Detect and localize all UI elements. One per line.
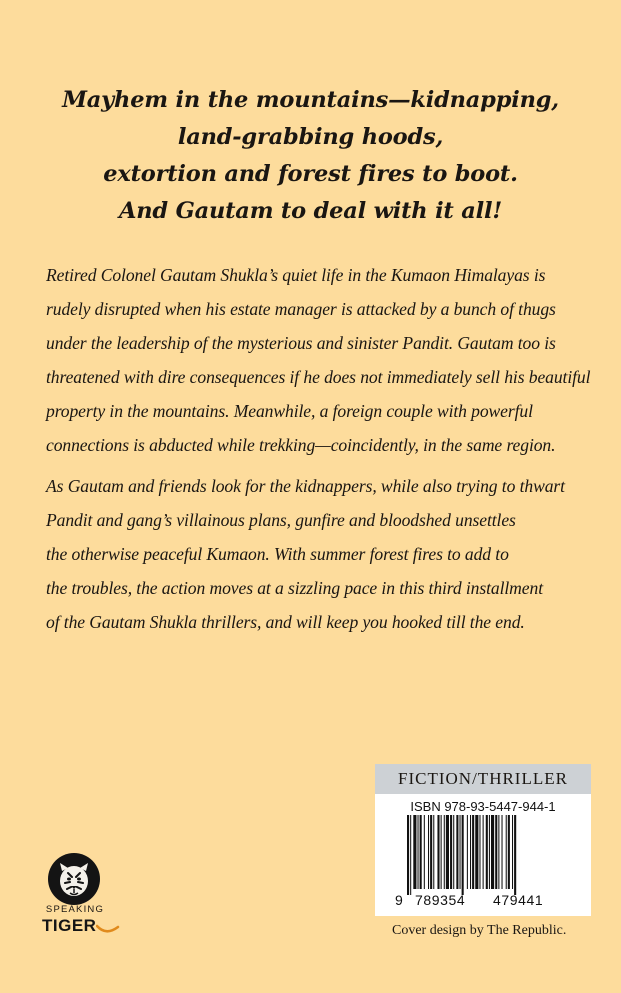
isbn-first-digit: 9 — [395, 892, 404, 908]
barcode-bar — [489, 815, 490, 889]
barcode-bar — [514, 815, 516, 895]
blurb-line: property in the mountains. Meanwhile, a foreign couple with powerful — [46, 401, 533, 421]
barcode-bar — [456, 815, 458, 889]
barcode-bar — [508, 815, 510, 889]
tagline-line: land-grabbing hoods, — [177, 124, 444, 150]
tagline — [0, 82, 621, 230]
barcode-bar — [428, 815, 429, 889]
barcode-bar — [407, 815, 409, 895]
blurb-line: As Gautam and friends look for the kidnappers, while also trying to thwart — [46, 476, 565, 496]
blurb-paragraph-1 — [46, 258, 591, 462]
barcode-bar — [479, 815, 480, 889]
barcode-bar — [433, 815, 434, 889]
barcode-bar — [472, 815, 474, 889]
barcode-bar — [462, 815, 464, 895]
barcode-bar — [453, 815, 454, 889]
barcode-bar — [467, 815, 468, 889]
barcode-bar — [502, 815, 503, 889]
blurb-line: Pandit and gang’s villainous plans, gunfire and bloodshed unsettles — [46, 510, 516, 530]
barcode-bar — [483, 815, 484, 889]
blurb-line: Retired Colonel Gautam Shukla’s quiet life in the Kumaon Himalayas is — [46, 265, 546, 285]
barcode-bar — [475, 815, 478, 889]
blurb-line: of the Gautam Shukla thrillers, and will keep you hooked till the end. — [46, 612, 525, 632]
barcode-bars — [407, 815, 559, 895]
publisher-swoosh-icon — [96, 924, 120, 936]
isbn-left-group: 789354 — [415, 892, 466, 908]
publisher-line-1: SPEAKING — [45, 904, 105, 915]
barcode-bar — [413, 815, 416, 889]
blurb-line: the otherwise peaceful Kumaon. With summer forest fires to add to — [46, 544, 509, 564]
blurb-line: under the leadership of the mysterious and sinister Pandit. Gautam too is — [46, 333, 556, 353]
barcode-bar — [512, 815, 513, 889]
cover-credit: Cover design by The Republic. — [392, 923, 567, 938]
blurb-line: threatened with dire consequences if he does not immediately sell his beautiful — [46, 367, 591, 387]
barcode-bar — [418, 815, 419, 889]
barcode-bar — [441, 815, 442, 889]
barcode-bar — [470, 815, 471, 889]
barcode-bar — [430, 815, 432, 889]
barcode-bar — [486, 815, 488, 889]
genre-label: FICTION/THRILLER — [375, 764, 591, 794]
tagline-line: Mayhem in the mountains—kidnapping, — [62, 87, 559, 113]
barcode-bar — [495, 815, 497, 889]
barcode-bar — [491, 815, 494, 889]
isbn-label: ISBN 978-93-5447-944-1 — [410, 799, 556, 814]
barcode-bar — [450, 815, 452, 889]
barcode-bar — [420, 815, 422, 889]
isbn-right-group: 479441 — [493, 892, 544, 908]
isbn-barcode — [375, 794, 591, 916]
barcode-bar — [506, 815, 507, 889]
publisher-line-2: TIGER — [42, 916, 97, 935]
barcode-bar — [410, 815, 411, 895]
blurb-line: the troubles, the action moves at a sizzling pace in this third installment — [46, 578, 543, 598]
blurb-paragraph-2 — [46, 469, 586, 639]
barcode-bar — [498, 815, 499, 889]
barcode-bar — [444, 815, 445, 889]
barcode-bar — [460, 815, 461, 889]
tagline-line: And Gautam to deal with it all! — [118, 198, 502, 224]
blurb-line: connections is abducted while trekking—coincidently, in the same region. — [46, 435, 556, 455]
blurb-line: rudely disrupted when his estate manager is attacked by a bunch of thugs — [46, 299, 556, 319]
tagline-line: extortion and forest fires to boot. — [103, 161, 518, 187]
barcode-bar — [446, 815, 449, 889]
tiger-head-icon — [48, 853, 100, 905]
barcode-bar — [437, 815, 439, 889]
barcode-bar — [424, 815, 425, 889]
